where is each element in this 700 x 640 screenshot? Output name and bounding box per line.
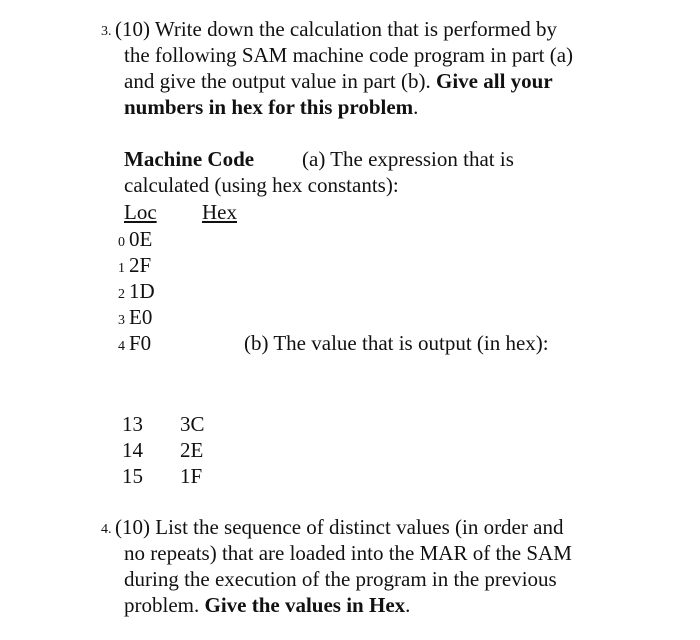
data-row-loc: 13 xyxy=(122,412,143,436)
problem-3-line-3-text: and give the output value in part (b). xyxy=(124,69,431,93)
machine-code-label: Machine Code xyxy=(124,147,255,171)
table-row xyxy=(118,304,152,330)
row-hex: F0 xyxy=(129,331,152,355)
problem-4-line-4-text: problem. xyxy=(124,593,200,617)
problem-3-line-1: (10) Write down the calculation that is performed by xyxy=(115,17,557,41)
problem-3-line-3 xyxy=(124,68,553,94)
problem-4-number: 4. xyxy=(101,522,112,537)
row-loc: 3 xyxy=(118,313,125,328)
row-hex: 0E xyxy=(129,227,153,251)
row-loc: 4 xyxy=(118,339,125,354)
problem-4-line-4-end: . xyxy=(405,593,411,617)
row-hex: 1D xyxy=(129,279,155,303)
data-row-loc: 14 xyxy=(122,438,143,462)
problem-3-number: 3. xyxy=(101,24,112,39)
table-row xyxy=(118,226,152,252)
part-a-question-start: (a) The expression that is xyxy=(302,147,514,171)
problem-4-line-4-bold: Give the values in Hex xyxy=(204,593,406,617)
row-loc: 2 xyxy=(118,287,125,302)
problem-4-line-3: during the execution of the program in the previous xyxy=(124,567,557,591)
problem-3-line-4 xyxy=(124,94,418,120)
problem-3-line-4-end: . xyxy=(413,95,419,119)
column-header-hex: Hex xyxy=(202,200,237,224)
problem-4-line-1: (10) List the sequence of distinct values (in order and xyxy=(115,515,564,539)
problem-4-line-2: no repeats) that are loaded into the MAR of the SAM xyxy=(124,541,572,565)
problem-3-line-4-bold: numbers in hex for this problem xyxy=(124,95,414,119)
part-b-question: (b) The value that is output (in hex): xyxy=(244,331,549,355)
row-loc: 0 xyxy=(118,235,125,250)
problem-3-line-2: the following SAM machine code program in part (a) xyxy=(124,43,574,67)
row-loc: 1 xyxy=(118,261,125,276)
data-row-hex: 2E xyxy=(180,438,204,462)
problem-3-line-3-bold: Give all your xyxy=(436,69,553,93)
table-row xyxy=(118,330,151,356)
table-row xyxy=(118,252,151,278)
part-a-question-end: calculated (using hex constants): xyxy=(124,173,399,197)
data-row-hex: 1F xyxy=(180,464,203,488)
row-hex: 2F xyxy=(129,253,152,277)
data-row-hex: 3C xyxy=(180,412,205,436)
row-hex: E0 xyxy=(129,305,153,329)
table-row xyxy=(118,278,155,304)
column-header-loc: Loc xyxy=(124,200,157,224)
problem-4-line-4 xyxy=(124,592,410,618)
data-row-loc: 15 xyxy=(122,464,143,488)
